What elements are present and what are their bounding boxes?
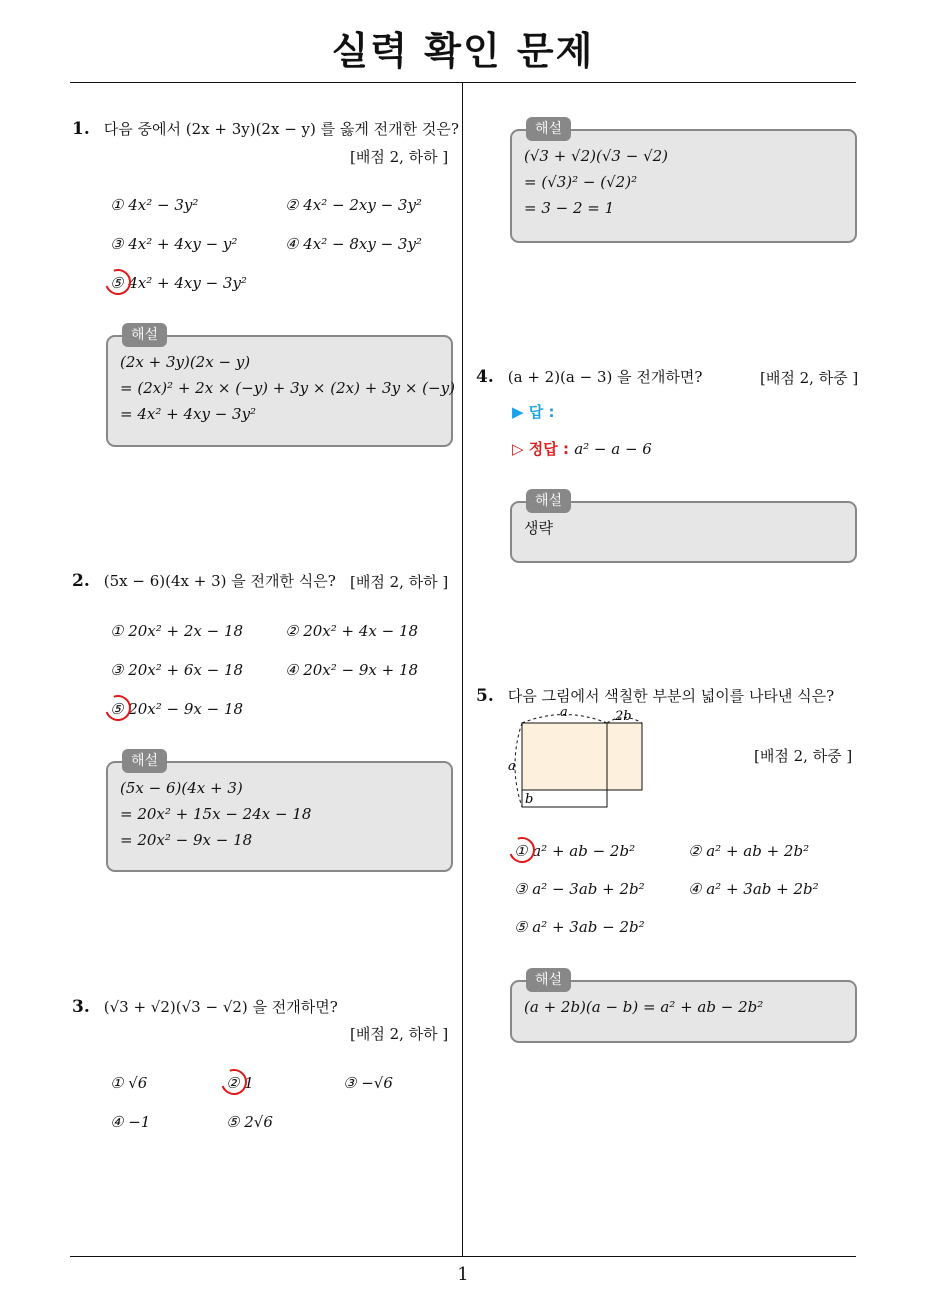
question-2 xyxy=(72,570,336,591)
option-1[interactable]: ① a² + ab − 2b² xyxy=(514,842,636,860)
solution-line: = (√3)² − (√2)² xyxy=(524,173,638,191)
option-4[interactable]: ④ 20x² − 9x + 18 xyxy=(285,661,419,679)
option-4[interactable]: ④ a² + 3ab + 2b² xyxy=(688,880,819,898)
option-5[interactable]: ⑤ 4x² + 4xy − 3y² xyxy=(110,274,247,292)
question-text: (a + 2)(a − 3) 을 전개하면? xyxy=(507,368,703,386)
correct-answer-value: a² − a − 6 xyxy=(574,440,652,458)
question-number: 2. xyxy=(72,571,90,591)
answer-input-label[interactable]: ▶ 답 : xyxy=(512,403,555,421)
option-2[interactable]: ② 1 xyxy=(226,1074,254,1092)
solution-box xyxy=(510,121,857,243)
correct-answer xyxy=(512,438,652,459)
solution-line: = 4x² + 4xy − 3y² xyxy=(120,405,257,423)
solution-line: = (2x)² + 2x × (−y) + 3y × (2x) + 3y × (−y) xyxy=(120,379,455,397)
solution-tag: 해설 xyxy=(526,968,571,992)
correct-answer-label: ▷ 정답 : xyxy=(512,440,569,458)
question-text: 다음 그림에서 색칠한 부분의 넓이를 나타낸 식은? xyxy=(507,687,835,705)
unshaded-strip xyxy=(522,790,607,807)
page-number: 1 xyxy=(457,1264,469,1285)
option-5[interactable]: ⑤ 20x² − 9x − 18 xyxy=(110,700,244,718)
solution-line: (2x + 3y)(2x − y) xyxy=(120,353,251,371)
solution-line: (√3 + √2)(√3 − √2) xyxy=(524,147,669,165)
question-score: [배점 2, 하중 ] xyxy=(754,747,853,765)
question-number: 4. xyxy=(476,367,494,387)
question-text: (√3 + √2)(√3 − √2) 을 전개하면? xyxy=(103,998,338,1016)
option-4[interactable]: ④ 4x² − 8xy − 3y² xyxy=(285,235,422,253)
solution-box xyxy=(510,972,857,1043)
page-title: 실력 확인 문제 xyxy=(331,29,595,73)
dimension-arc-side xyxy=(515,723,522,807)
question-score: [배점 2, 하중 ] xyxy=(760,369,859,387)
answer-mark-circle xyxy=(101,691,136,726)
solution-line: 생략 xyxy=(524,519,553,537)
question-4 xyxy=(476,366,702,387)
option-2[interactable]: ② a² + ab + 2b² xyxy=(688,842,810,860)
solution-line: = 3 − 2 = 1 xyxy=(524,199,615,217)
option-3[interactable]: ③ 20x² + 6x − 18 xyxy=(110,661,244,679)
solution-box xyxy=(106,753,453,872)
answer-mark-circle xyxy=(217,1065,252,1100)
question-text: (5x − 6)(4x + 3) 을 전개한 식은? xyxy=(103,572,336,590)
option-5[interactable]: ⑤ 2√6 xyxy=(226,1113,273,1131)
label-2b: 2b xyxy=(615,709,632,724)
solution-box xyxy=(510,493,857,563)
question-3 xyxy=(72,996,338,1017)
answer-mark-circle xyxy=(505,833,540,868)
option-5[interactable]: ⑤ a² + 3ab − 2b² xyxy=(514,918,645,936)
question-number: 1. xyxy=(72,119,90,139)
area-figure xyxy=(500,700,660,815)
solution-tag: 해설 xyxy=(526,117,571,141)
solution-tag: 해설 xyxy=(122,323,167,347)
question-1 xyxy=(72,118,459,139)
solution-line: (a + 2b)(a − b) = a² + ab − 2b² xyxy=(524,998,764,1016)
shaded-region xyxy=(522,723,642,790)
question-score: [배점 2, 하하 ] xyxy=(350,573,449,591)
label-b: b xyxy=(525,792,534,807)
answer-mark-circle xyxy=(101,265,136,300)
option-4[interactable]: ④ −1 xyxy=(110,1113,151,1131)
label-a-top: a xyxy=(560,705,568,720)
column-divider xyxy=(462,82,463,1256)
solution-tag: 해설 xyxy=(526,489,571,513)
question-number: 5. xyxy=(476,686,494,706)
option-2[interactable]: ② 4x² − 2xy − 3y² xyxy=(285,196,422,214)
option-3[interactable]: ③ −√6 xyxy=(343,1074,393,1092)
solution-line: = 20x² + 15x − 24x − 18 xyxy=(120,805,312,823)
question-number: 3. xyxy=(72,997,90,1017)
option-2[interactable]: ② 20x² + 4x − 18 xyxy=(285,622,419,640)
question-score: [배점 2, 하하 ] xyxy=(350,148,449,166)
solution-box xyxy=(106,327,455,447)
option-3[interactable]: ③ a² − 3ab + 2b² xyxy=(514,880,645,898)
label-a-side: a xyxy=(508,759,516,774)
top-rule xyxy=(70,82,856,83)
option-1[interactable]: ① 20x² + 2x − 18 xyxy=(110,622,244,640)
solution-tag: 해설 xyxy=(122,749,167,773)
option-3[interactable]: ③ 4x² + 4xy − y² xyxy=(110,235,238,253)
question-score: [배점 2, 하하 ] xyxy=(350,1025,449,1043)
question-text: 다음 중에서 (2x + 3y)(2x − y) 를 옳게 전개한 것은? xyxy=(103,120,459,138)
bottom-rule xyxy=(70,1256,856,1257)
option-1[interactable]: ① 4x² − 3y² xyxy=(110,196,199,214)
solution-line: (5x − 6)(4x + 3) xyxy=(120,779,243,797)
option-1[interactable]: ① √6 xyxy=(110,1074,148,1092)
solution-line: = 20x² − 9x − 18 xyxy=(120,831,253,849)
